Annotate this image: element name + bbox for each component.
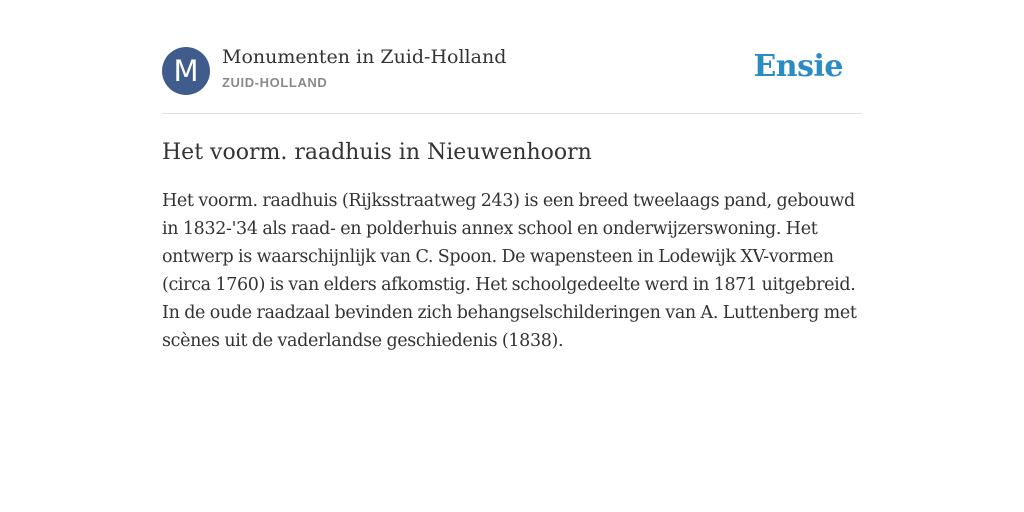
ensie-logo[interactable]: Ensie — [753, 49, 843, 84]
article-card — [162, 44, 862, 355]
article-body: Het voorm. raadhuis (Rijksstraatweg 243) is een breed tweelaags pand, gebouwd in 1832-'34 als raad- en polderhuis annex school en onderwijzerswoning. Het ontwerp is waarschijnlijk van C. Spoon. De wapensteen in Lodewijk XV-vormen (circa 1760) is van elders afkomstig. Het schoolgedeelte werd in 1871 uitgebreid. In de oude raadzaal bevinden zich behangselschilderingen van A. Luttenberg met scènes uit de vaderlandse geschiedenis (1838). — [162, 191, 857, 351]
article-header — [162, 44, 862, 114]
source-title[interactable]: Monumenten in Zuid-Holland — [222, 46, 507, 68]
source-avatar[interactable]: M — [162, 47, 210, 95]
article-title: Het voorm. raadhuis in Nieuwenhoorn — [162, 140, 592, 165]
source-subtitle: ZUID-HOLLAND — [222, 75, 328, 90]
